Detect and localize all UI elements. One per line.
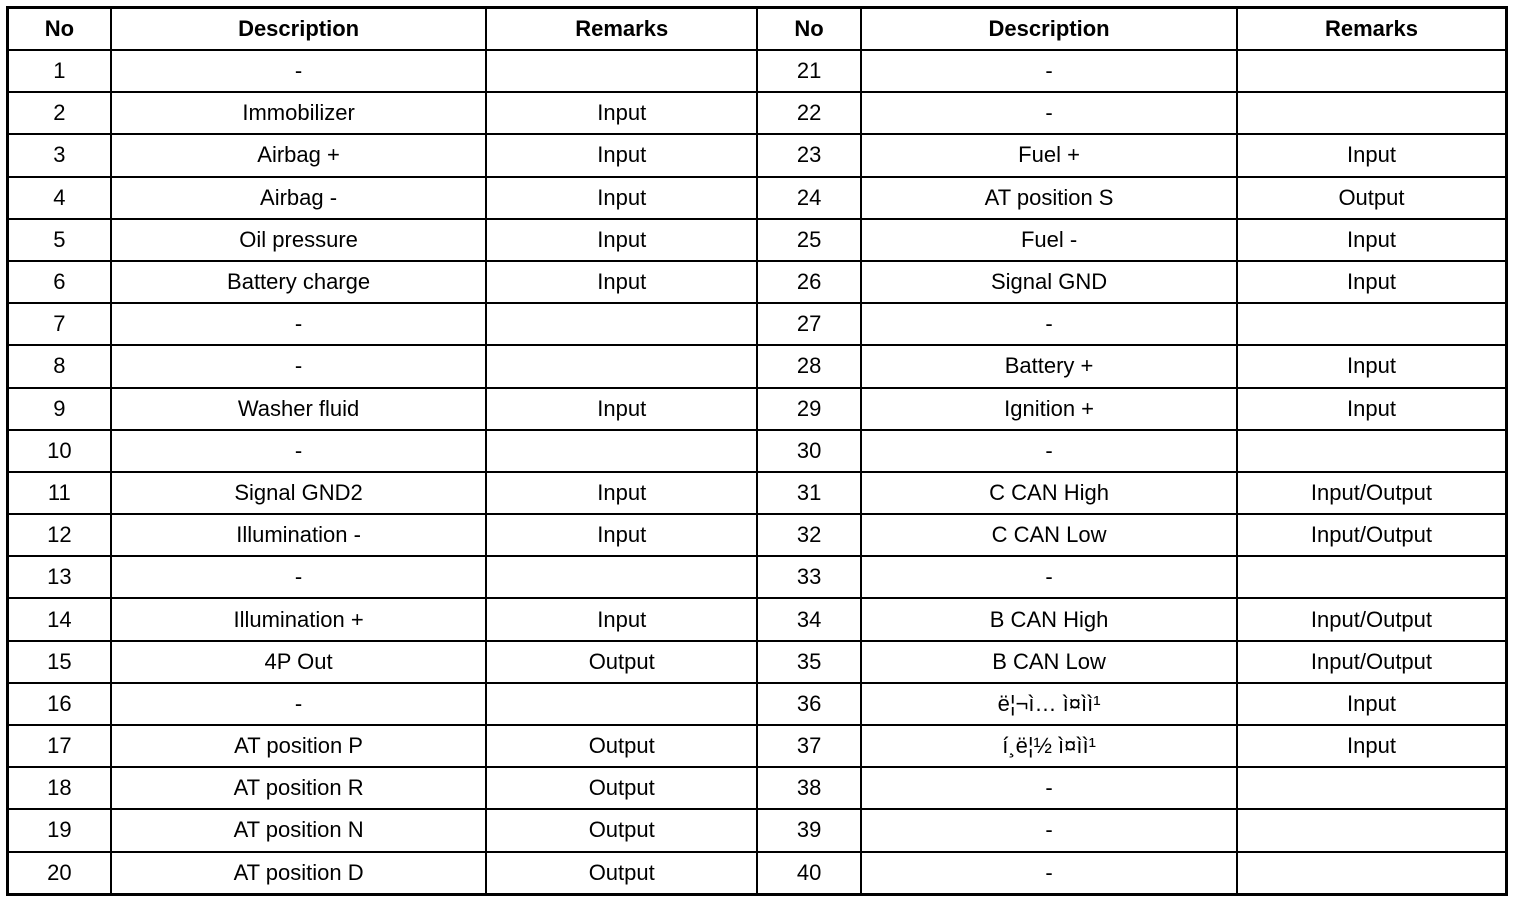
cell-description-left: Illumination + [111,598,487,640]
cell-remarks-left: Input [486,92,757,134]
cell-no-right: 33 [757,556,861,598]
cell-description-left: AT position D [111,852,487,895]
cell-description-left: - [111,430,487,472]
cell-no-left: 13 [8,556,111,598]
cell-remarks-right: Input [1237,134,1507,176]
table-row [8,430,1507,472]
cell-description-left: Oil pressure [111,219,487,261]
table-row [8,303,1507,345]
cell-no-left: 3 [8,134,111,176]
cell-remarks-left [486,683,757,725]
cell-remarks-left: Input [486,472,757,514]
cell-description-left: AT position R [111,767,487,809]
cell-no-right: 38 [757,767,861,809]
cell-description-left: Battery charge [111,261,487,303]
cell-remarks-left: Input [486,598,757,640]
table-row [8,852,1507,895]
pin-assignment-table [6,6,1508,896]
cell-remarks-left: Output [486,809,757,851]
cell-no-left: 18 [8,767,111,809]
table-row [8,388,1507,430]
cell-no-left: 6 [8,261,111,303]
cell-description-left: AT position P [111,725,487,767]
cell-description-left: - [111,556,487,598]
cell-no-left: 2 [8,92,111,134]
cell-remarks-left: Input [486,134,757,176]
cell-no-right: 36 [757,683,861,725]
cell-no-right: 25 [757,219,861,261]
cell-remarks-right [1237,303,1507,345]
cell-description-right: B CAN High [861,598,1237,640]
cell-remarks-left: Output [486,641,757,683]
cell-remarks-right [1237,767,1507,809]
cell-no-left: 12 [8,514,111,556]
cell-remarks-left [486,50,757,92]
cell-description-right: AT position S [861,177,1237,219]
cell-no-right: 39 [757,809,861,851]
cell-remarks-left: Input [486,514,757,556]
cell-description-left: - [111,50,487,92]
cell-remarks-right [1237,852,1507,895]
cell-no-right: 30 [757,430,861,472]
cell-remarks-left [486,430,757,472]
table-row [8,725,1507,767]
cell-description-right: ë¦¬ì… ì¤ìì¹ [861,683,1237,725]
table-row [8,641,1507,683]
cell-remarks-left: Input [486,177,757,219]
cell-description-left: Immobilizer [111,92,487,134]
cell-no-right: 24 [757,177,861,219]
table-row [8,50,1507,92]
cell-no-left: 9 [8,388,111,430]
cell-no-right: 31 [757,472,861,514]
table-row [8,134,1507,176]
cell-description-right: Fuel + [861,134,1237,176]
cell-no-right: 40 [757,852,861,895]
table-row [8,767,1507,809]
cell-no-left: 16 [8,683,111,725]
cell-description-left: AT position N [111,809,487,851]
cell-no-right: 27 [757,303,861,345]
cell-description-right: Fuel - [861,219,1237,261]
table-body [8,50,1507,895]
cell-remarks-left: Output [486,767,757,809]
cell-description-right: - [861,809,1237,851]
cell-remarks-left [486,303,757,345]
table-row [8,598,1507,640]
cell-remarks-right: Input/Output [1237,472,1507,514]
cell-description-right: í¸ë¦½ ì¤ìì¹ [861,725,1237,767]
cell-remarks-right: Input [1237,261,1507,303]
cell-remarks-right [1237,556,1507,598]
table-row [8,514,1507,556]
cell-remarks-right [1237,430,1507,472]
cell-description-left: Illumination - [111,514,487,556]
cell-no-right: 35 [757,641,861,683]
cell-remarks-right: Output [1237,177,1507,219]
cell-description-right: Ignition + [861,388,1237,430]
cell-description-left: Airbag + [111,134,487,176]
cell-description-right: B CAN Low [861,641,1237,683]
cell-remarks-left: Input [486,261,757,303]
cell-remarks-left: Output [486,725,757,767]
cell-remarks-left: Output [486,852,757,895]
cell-description-right: Battery + [861,345,1237,387]
header-no-left: No [8,8,111,51]
cell-description-left: - [111,303,487,345]
table-row [8,809,1507,851]
cell-remarks-right [1237,809,1507,851]
cell-remarks-left: Input [486,219,757,261]
cell-no-left: 14 [8,598,111,640]
cell-no-left: 5 [8,219,111,261]
header-row [8,8,1507,51]
table-row [8,177,1507,219]
cell-no-right: 22 [757,92,861,134]
table-row [8,92,1507,134]
cell-remarks-right: Input/Output [1237,598,1507,640]
cell-no-right: 32 [757,514,861,556]
cell-no-right: 21 [757,50,861,92]
cell-no-left: 11 [8,472,111,514]
cell-description-right: - [861,852,1237,895]
table-row [8,345,1507,387]
table-row [8,261,1507,303]
cell-description-right: Signal GND [861,261,1237,303]
cell-description-right: C CAN Low [861,514,1237,556]
cell-description-left: - [111,345,487,387]
cell-remarks-right: Input [1237,388,1507,430]
cell-no-left: 17 [8,725,111,767]
cell-no-right: 28 [757,345,861,387]
cell-remarks-right: Input/Output [1237,514,1507,556]
header-description-left: Description [111,8,487,51]
cell-remarks-left [486,556,757,598]
cell-no-left: 15 [8,641,111,683]
cell-description-right: - [861,92,1237,134]
cell-remarks-right: Input [1237,345,1507,387]
table-row [8,556,1507,598]
cell-remarks-right: Input [1237,683,1507,725]
cell-description-left: Washer fluid [111,388,487,430]
cell-description-left: 4P Out [111,641,487,683]
table-row [8,472,1507,514]
cell-no-right: 23 [757,134,861,176]
cell-no-right: 34 [757,598,861,640]
cell-remarks-right [1237,92,1507,134]
cell-remarks-left: Input [486,388,757,430]
header-no-right: No [757,8,861,51]
cell-remarks-left [486,345,757,387]
header-description-right: Description [861,8,1237,51]
table-row [8,219,1507,261]
cell-remarks-right [1237,50,1507,92]
cell-remarks-right: Input/Output [1237,641,1507,683]
cell-remarks-right: Input [1237,219,1507,261]
cell-no-left: 7 [8,303,111,345]
cell-no-left: 10 [8,430,111,472]
cell-no-left: 8 [8,345,111,387]
table-row [8,683,1507,725]
cell-no-right: 26 [757,261,861,303]
cell-description-left: - [111,683,487,725]
header-remarks-right: Remarks [1237,8,1507,51]
cell-description-right: - [861,430,1237,472]
cell-description-left: Airbag - [111,177,487,219]
cell-no-left: 19 [8,809,111,851]
cell-no-left: 4 [8,177,111,219]
cell-no-right: 37 [757,725,861,767]
cell-description-right: - [861,303,1237,345]
cell-description-right: C CAN High [861,472,1237,514]
cell-remarks-right: Input [1237,725,1507,767]
cell-no-right: 29 [757,388,861,430]
cell-description-right: - [861,767,1237,809]
cell-description-left: Signal GND2 [111,472,487,514]
cell-no-left: 20 [8,852,111,895]
header-remarks-left: Remarks [486,8,757,51]
cell-no-left: 1 [8,50,111,92]
cell-description-right: - [861,556,1237,598]
cell-description-right: - [861,50,1237,92]
